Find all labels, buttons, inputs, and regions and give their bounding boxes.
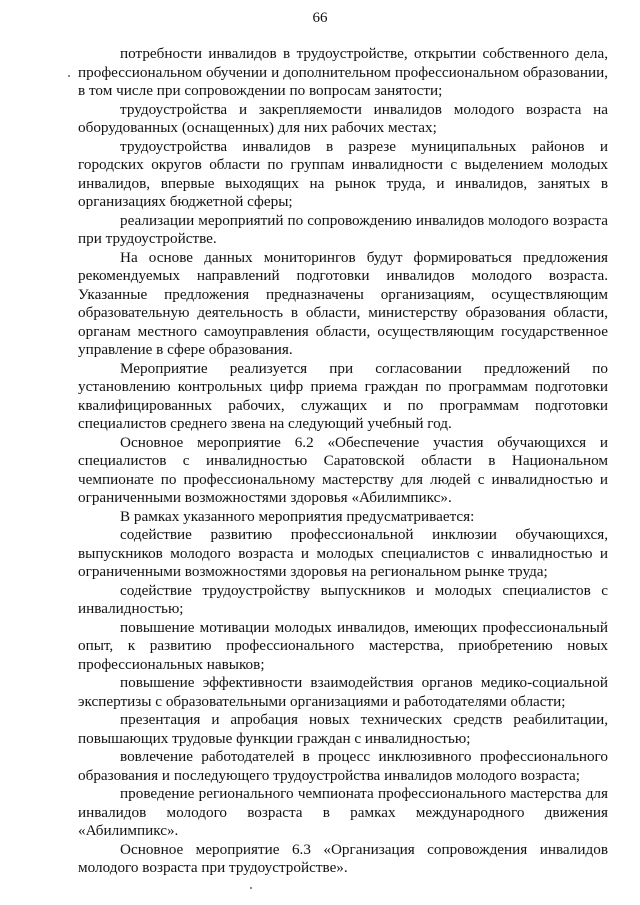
- scan-speck: [250, 887, 252, 889]
- page-number: 66: [312, 10, 328, 26]
- paragraph: вовлечение работодателей в процесс инклюзивного профессионального образования и последующего трудоустройства инвалидов молодого возраста;: [78, 748, 608, 784]
- paragraph: содействие развитию профессиональной инклюзии обучающихся, выпускников молодого возраста и молодых специалистов с инвалидностью и ограниченными возможностями здоровья на региональном рынке труда;: [78, 526, 608, 580]
- paragraph: Основное мероприятие 6.2 «Обеспечение участия обучающихся и специалистов с инвалидностью Саратовской области в Национальном чемпионате по профессиональному мастерству для людей с инвалидностью и ограниченными возможностями здоровья «Абилимпикс».: [78, 433, 608, 506]
- paragraph: потребности инвалидов в трудоустройстве, открытии собственного дела, профессиональном обучении и дополнительном профессиональном образовании, в том числе при сопровождении по вопросам занятости;: [78, 45, 608, 99]
- scan-speck: [68, 75, 70, 77]
- document-body: [78, 45, 608, 878]
- paragraph: проведение регионального чемпионата профессионального мастерства для инвалидов молодого возраста в рамках международного движения «Абилимпикс».: [78, 785, 608, 839]
- paragraph: Мероприятие реализуется при согласовании предложений по установлению контрольных цифр приема граждан по программам подготовки квалифицированных рабочих, служащих и по программам подготовки специалистов среднего звена на следующий учебный год.: [78, 359, 608, 432]
- paragraph: содействие трудоустройству выпускников и молодых специалистов с инвалидностью;: [78, 581, 608, 617]
- paragraph: трудоустройства инвалидов в разрезе муниципальных районов и городских округов области по группам инвалидности с выделением молодых инвалидов, впервые выходящих на рынок труда, и инвалидов, занятых в организациях бюджетной сферы;: [78, 137, 608, 210]
- paragraph: На основе данных мониторингов будут формироваться предложения рекомендуемых направлений подготовки инвалидов молодого возраста. Указанные предложения предназначены организациям, осуществляющим образовательную деятельность в области, министерству образования области, органам местного самоуправления области, осуществляющим государственное управление в сфере образования.: [78, 248, 608, 358]
- paragraph: трудоустройства и закрепляемости инвалидов молодого возраста на оборудованных (оснащенных) для них рабочих местах;: [78, 100, 608, 136]
- paragraph: реализации мероприятий по сопровождению инвалидов молодого возраста при трудоустройстве.: [78, 211, 608, 247]
- paragraph: повышение мотивации молодых инвалидов, имеющих профессиональный опыт, к развитию профессионального мастерства, приобретению новых профессиональных навыков;: [78, 618, 608, 673]
- paragraph: В рамках указанного мероприятия предусматривается:: [120, 507, 475, 525]
- paragraph: презентация и апробация новых технических средств реабилитации, повышающих трудовые функции граждан с инвалидностью;: [78, 711, 608, 747]
- paragraph: повышение эффективности взаимодействия органов медико-социальной экспертизы с образовательными организациями и работодателями области;: [78, 674, 608, 710]
- paragraph: Основное мероприятие 6.3 «Организация сопровождения инвалидов молодого возраста при трудоустройстве».: [78, 840, 608, 876]
